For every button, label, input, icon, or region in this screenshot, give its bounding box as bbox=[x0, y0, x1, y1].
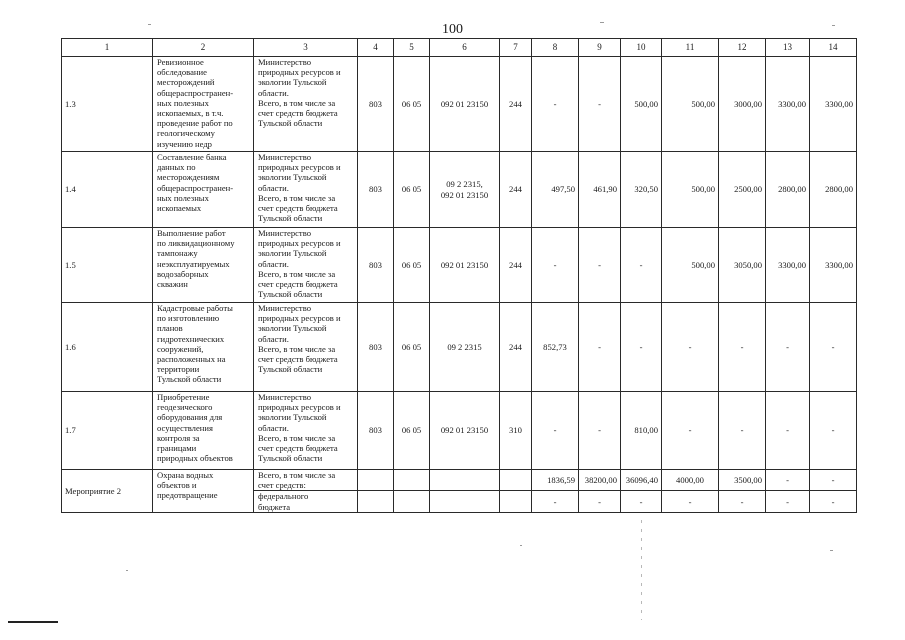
cell-total-value: - bbox=[810, 491, 857, 512]
cell-grbs: 803 bbox=[358, 228, 394, 303]
column-number: 10 bbox=[621, 39, 662, 57]
column-number: 7 bbox=[500, 39, 532, 57]
cell-expense-type: 244 bbox=[500, 57, 532, 152]
cell-year-value: 852,73 bbox=[532, 303, 579, 392]
executor: Министерство природных ресурсов и экологии Тульской области. Всего, в том числе за счет средств бюджета Тульской области bbox=[254, 57, 358, 152]
cell-total-value: 3300,00 bbox=[810, 228, 857, 303]
cell-year-value: - bbox=[662, 392, 719, 470]
cell-target-article: 09 2 2315, 092 01 23150 bbox=[430, 152, 500, 228]
cell-year-value: 36096,40 bbox=[621, 470, 662, 491]
column-number: 2 bbox=[153, 39, 254, 57]
cell-year-value: 3300,00 bbox=[766, 228, 810, 303]
column-number-row bbox=[62, 39, 857, 57]
cell-year-value: - bbox=[579, 57, 621, 152]
cell-year-value: - bbox=[579, 303, 621, 392]
item-number: 1.3 bbox=[62, 57, 153, 152]
cell-year-value: 497,50 bbox=[532, 152, 579, 228]
cell-grbs: 803 bbox=[358, 152, 394, 228]
measure-total-row bbox=[62, 470, 857, 491]
cell-section: 06 05 bbox=[394, 152, 430, 228]
measure-name: Охрана водных объектов и предотвращение bbox=[153, 470, 254, 513]
measure-label: Мероприятие 2 bbox=[62, 470, 153, 513]
column-number: 8 bbox=[532, 39, 579, 57]
item-number: 1.5 bbox=[62, 228, 153, 303]
cell-expense-type: 244 bbox=[500, 303, 532, 392]
empty-cell bbox=[500, 491, 532, 512]
cell-year-value: 38200,00 bbox=[579, 470, 621, 491]
cell-year-value: - bbox=[719, 392, 766, 470]
table-row bbox=[62, 228, 857, 303]
scan-edge-mark bbox=[8, 621, 58, 623]
funding-source: федерального бюджета bbox=[254, 491, 358, 512]
scan-artifact-line bbox=[641, 520, 642, 620]
cell-year-value: 3050,00 bbox=[719, 228, 766, 303]
activity-name: Выполнение работ по ликвидационному тампонажу неэксплуатируемых водозаборных скважин bbox=[153, 228, 254, 303]
empty-cell bbox=[430, 470, 500, 491]
empty-cell bbox=[500, 470, 532, 491]
empty-cell bbox=[394, 470, 430, 491]
empty-cell bbox=[430, 491, 500, 512]
cell-year-value: - bbox=[532, 392, 579, 470]
cell-year-value: 500,00 bbox=[621, 57, 662, 152]
cell-year-value: - bbox=[532, 228, 579, 303]
column-number: 14 bbox=[810, 39, 857, 57]
cell-total-value: 3300,00 bbox=[810, 57, 857, 152]
scan-speck bbox=[520, 545, 522, 546]
cell-year-value: - bbox=[662, 491, 719, 512]
cell-section: 06 05 bbox=[394, 303, 430, 392]
cell-year-value: 1836,59 bbox=[532, 470, 579, 491]
cell-grbs: 803 bbox=[358, 303, 394, 392]
scan-speck bbox=[832, 25, 835, 26]
empty-cell bbox=[358, 470, 394, 491]
cell-total-value: - bbox=[810, 392, 857, 470]
column-number: 3 bbox=[254, 39, 358, 57]
cell-year-value: 500,00 bbox=[662, 228, 719, 303]
cell-year-value: - bbox=[766, 491, 810, 512]
cell-year-value: 4000,00 bbox=[662, 470, 719, 491]
cell-year-value: - bbox=[579, 228, 621, 303]
cell-year-value: 3500,00 bbox=[719, 470, 766, 491]
cell-section: 06 05 bbox=[394, 392, 430, 470]
column-number: 1 bbox=[62, 39, 153, 57]
cell-total-value: 2800,00 bbox=[810, 152, 857, 228]
empty-cell bbox=[394, 491, 430, 512]
item-number: 1.4 bbox=[62, 152, 153, 228]
activity-name: Составление банка данных по месторождениям общераспространен- ных полезных ископаемых bbox=[153, 152, 254, 228]
cell-year-value: 500,00 bbox=[662, 57, 719, 152]
activity-name: Кадастровые работы по изготовлению планов гидротехнических сооружений, расположенных на территории Тульской области bbox=[153, 303, 254, 392]
page-number: 100 bbox=[442, 22, 463, 37]
column-number: 5 bbox=[394, 39, 430, 57]
column-number: 9 bbox=[579, 39, 621, 57]
cell-year-value: 3300,00 bbox=[766, 57, 810, 152]
cell-year-value: 3000,00 bbox=[719, 57, 766, 152]
cell-year-value: - bbox=[766, 303, 810, 392]
table-row bbox=[62, 152, 857, 228]
cell-year-value: - bbox=[766, 392, 810, 470]
cell-year-value: - bbox=[719, 303, 766, 392]
cell-year-value: 320,50 bbox=[621, 152, 662, 228]
cell-total-value: - bbox=[810, 470, 857, 491]
empty-cell bbox=[358, 491, 394, 512]
cell-target-article: 092 01 23150 bbox=[430, 57, 500, 152]
item-number: 1.6 bbox=[62, 303, 153, 392]
executor: Министерство природных ресурсов и экологии Тульской области. Всего, в том числе за счет средств бюджета Тульской области bbox=[254, 152, 358, 228]
table-row bbox=[62, 303, 857, 392]
cell-year-value: 461,90 bbox=[579, 152, 621, 228]
cell-year-value: - bbox=[621, 491, 662, 512]
activity-name: Ревизионное обследование месторождений общераспространен- ных полезных ископаемых, в т.ч. проведение работ по геологическому изучению недр bbox=[153, 57, 254, 152]
cell-year-value: - bbox=[621, 228, 662, 303]
scan-speck bbox=[126, 570, 128, 571]
column-number: 6 bbox=[430, 39, 500, 57]
cell-total-value: - bbox=[810, 303, 857, 392]
cell-target-article: 092 01 23150 bbox=[430, 392, 500, 470]
cell-section: 06 05 bbox=[394, 57, 430, 152]
cell-year-value: 2500,00 bbox=[719, 152, 766, 228]
column-number: 12 bbox=[719, 39, 766, 57]
scan-speck bbox=[600, 22, 604, 23]
column-number: 13 bbox=[766, 39, 810, 57]
funding-source: Всего, в том числе за счет средств: bbox=[254, 470, 358, 491]
cell-year-value: - bbox=[662, 303, 719, 392]
scan-speck bbox=[148, 24, 151, 25]
item-number: 1.7 bbox=[62, 392, 153, 470]
table-row bbox=[62, 392, 857, 470]
cell-year-value: - bbox=[766, 470, 810, 491]
cell-year-value: - bbox=[621, 303, 662, 392]
cell-year-value: - bbox=[532, 491, 579, 512]
cell-year-value: 500,00 bbox=[662, 152, 719, 228]
cell-year-value: - bbox=[579, 491, 621, 512]
cell-expense-type: 310 bbox=[500, 392, 532, 470]
executor: Министерство природных ресурсов и экологии Тульской области. Всего, в том числе за счет средств бюджета Тульской области bbox=[254, 392, 358, 470]
executor: Министерство природных ресурсов и экологии Тульской области. Всего, в том числе за счет средств бюджета Тульской области bbox=[254, 228, 358, 303]
cell-grbs: 803 bbox=[358, 57, 394, 152]
budget-table bbox=[61, 38, 857, 513]
cell-target-article: 09 2 2315 bbox=[430, 303, 500, 392]
cell-year-value: - bbox=[579, 392, 621, 470]
cell-year-value: 2800,00 bbox=[766, 152, 810, 228]
table-row bbox=[62, 57, 857, 152]
column-number: 4 bbox=[358, 39, 394, 57]
activity-name: Приобретение геодезического оборудования для осуществления контроля за границами природных объектов bbox=[153, 392, 254, 470]
cell-expense-type: 244 bbox=[500, 152, 532, 228]
cell-grbs: 803 bbox=[358, 392, 394, 470]
cell-year-value: 810,00 bbox=[621, 392, 662, 470]
cell-year-value: - bbox=[719, 491, 766, 512]
cell-target-article: 092 01 23150 bbox=[430, 228, 500, 303]
scan-speck bbox=[830, 550, 833, 551]
cell-expense-type: 244 bbox=[500, 228, 532, 303]
column-number: 11 bbox=[662, 39, 719, 57]
cell-section: 06 05 bbox=[394, 228, 430, 303]
cell-year-value: - bbox=[532, 57, 579, 152]
executor: Министерство природных ресурсов и экологии Тульской области. Всего, в том числе за счет средств бюджета Тульской области bbox=[254, 303, 358, 392]
